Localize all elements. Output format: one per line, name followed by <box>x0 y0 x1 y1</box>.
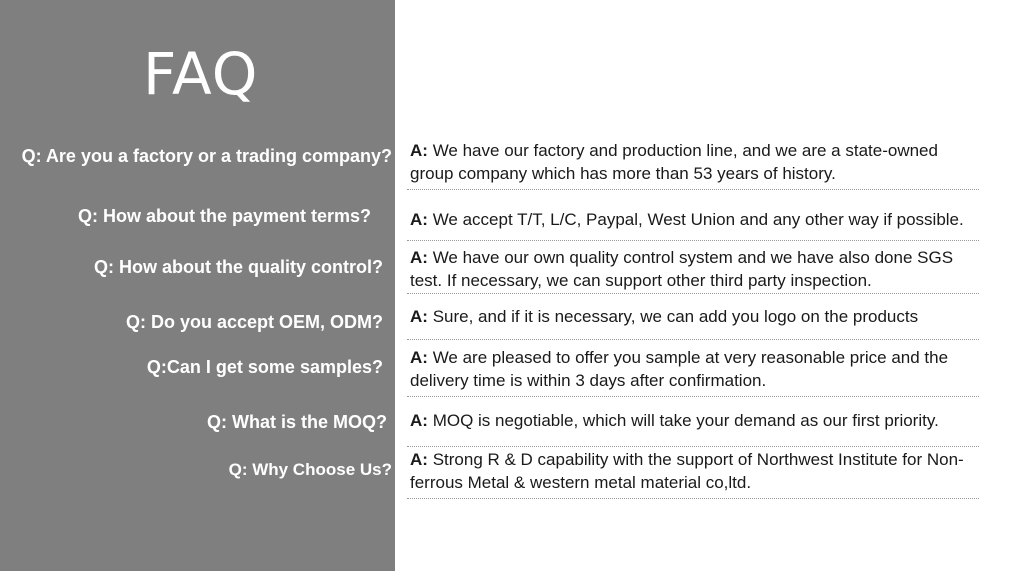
divider <box>407 240 979 241</box>
divider <box>407 189 979 190</box>
faq-answer-2 <box>410 208 1000 231</box>
faq-question-1: Q: Are you a factory or a trading company? <box>21 146 392 166</box>
answer-text: MOQ is negotiable, which will take your demand as our first priority. <box>432 411 939 430</box>
faq-question-4: Q: Do you accept OEM, ODM? <box>125 312 383 332</box>
faq-answer-4 <box>410 305 980 328</box>
divider <box>407 396 979 397</box>
answer-text: Sure, and if it is necessary, we can add you logo on the products <box>432 307 919 326</box>
answer-text: We have our own quality control system and we have also done SGS test. If necessary, we can support other third party inspection. <box>410 248 954 290</box>
faq-question-2: Q: How about the payment terms? <box>77 206 371 226</box>
faq-answer-7 <box>410 448 980 494</box>
divider <box>407 293 979 294</box>
divider <box>407 446 979 447</box>
answer-prefix: A: <box>410 411 428 430</box>
faq-question-6: Q: What is the MOQ? <box>207 412 387 432</box>
faq-question-3: Q: How about the quality control? <box>94 257 383 277</box>
answer-text: We have our factory and production line, and we are a state-owned group company which has more than 53 years of history. <box>410 141 938 183</box>
answer-prefix: A: <box>410 141 428 160</box>
answer-text: We are pleased to offer you sample at very reasonable price and the delivery time is within 3 days after confirmation. <box>410 348 949 390</box>
answer-prefix: A: <box>410 348 428 367</box>
answer-prefix: A: <box>410 210 428 229</box>
faq-answer-5 <box>410 346 980 392</box>
answer-prefix: A: <box>410 307 428 326</box>
divider <box>407 498 979 499</box>
divider <box>407 339 979 340</box>
answer-text: Strong R & D capability with the support of Northwest Institute for Non-ferrous Metal & western metal material co,ltd. <box>410 450 964 492</box>
faq-answer-6 <box>410 409 980 432</box>
answer-prefix: A: <box>410 450 428 469</box>
answer-prefix: A: <box>410 248 428 267</box>
page-title: FAQ <box>143 40 259 108</box>
faq-question-5: Q:Can I get some samples? <box>146 357 383 377</box>
faq-answer-3 <box>410 246 980 292</box>
answer-text: We accept T/T, L/C, Paypal, West Union and any other way if possible. <box>432 210 964 229</box>
faq-question-7: Q: Why Choose Us? <box>228 460 392 479</box>
faq-answer-1 <box>410 139 980 185</box>
